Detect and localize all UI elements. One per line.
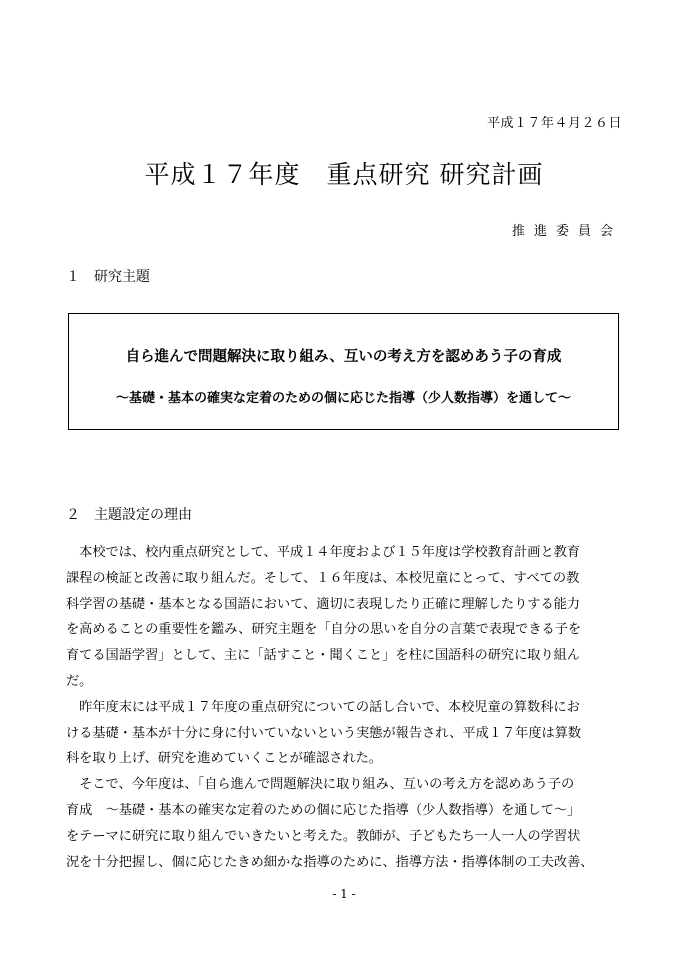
research-theme-subtitle: ～基礎・基本の確実な定着のための個に応じた指導（少人数指導）を通して～ — [115, 391, 571, 406]
document-date: 平成１７年４月２６日 — [486, 116, 622, 131]
body-line: そこで、今年度は、「自ら進んで問題解決に取り組み、互いの考え方を認めあう子の — [66, 777, 575, 793]
body-line: 科を取り上げ、研究を進めていくことが確認された。 — [66, 751, 382, 767]
committee-name: 推進委員会 — [511, 224, 622, 239]
page-number: - 1 - — [332, 887, 356, 901]
section-heading-research-theme: １ 研究主題 — [66, 269, 150, 285]
research-theme-box — [68, 313, 619, 430]
research-theme-main: 自ら進んで問題解決に取り組み、互いの考え方を認めあう子の育成 — [125, 349, 562, 365]
body-line: 課程の検証と改善に取り組んだ。そして、１６年度は、本校児童にとって、すべての教 — [66, 570, 580, 586]
body-line: 況を十分把握し、個に応じたきめ細かな指導のために、指導方法・指導体制の工夫改善、 — [66, 854, 594, 870]
reason-body-text — [66, 540, 626, 875]
body-line: 昨年度末には平成１７年度の重点研究についての話し合いで、本校児童の算数科にお — [66, 699, 580, 715]
body-line: ける基礎・基本が十分に身に付いていないという実態が報告され、平成１７年度は算数 — [66, 725, 582, 741]
body-line: 科学習の基礎・基本となる国語において、適切に表現したり正確に理解したりする能力 — [66, 596, 581, 612]
body-line: 本校では、校内重点研究として、平成１４年度および１５年度は学校教育計画と教育 — [66, 545, 581, 560]
document-title: 平成１７年度 重点研究 研究計画 — [144, 160, 544, 189]
body-line: 育成 ～基礎・基本の確実な定着のための個に応じた指導（少人数指導）を通して～」 — [66, 802, 581, 818]
body-line: を高めることの重要性を鑑み、研究主題を「自分の思いを自分の言葉で表現できる子を — [66, 622, 582, 638]
body-line: だ。 — [66, 673, 93, 689]
section-heading-reason: ２ 主題設定の理由 — [66, 507, 192, 523]
body-line: 育てる国語学習」として、主に「話すこと・聞くこと」を柱に国語科の研究に取り組ん — [66, 648, 581, 664]
body-line: をテーマに研究に取り組んでいきたいと考えた。教師が、子どもたち一人一人の学習状 — [66, 828, 581, 844]
